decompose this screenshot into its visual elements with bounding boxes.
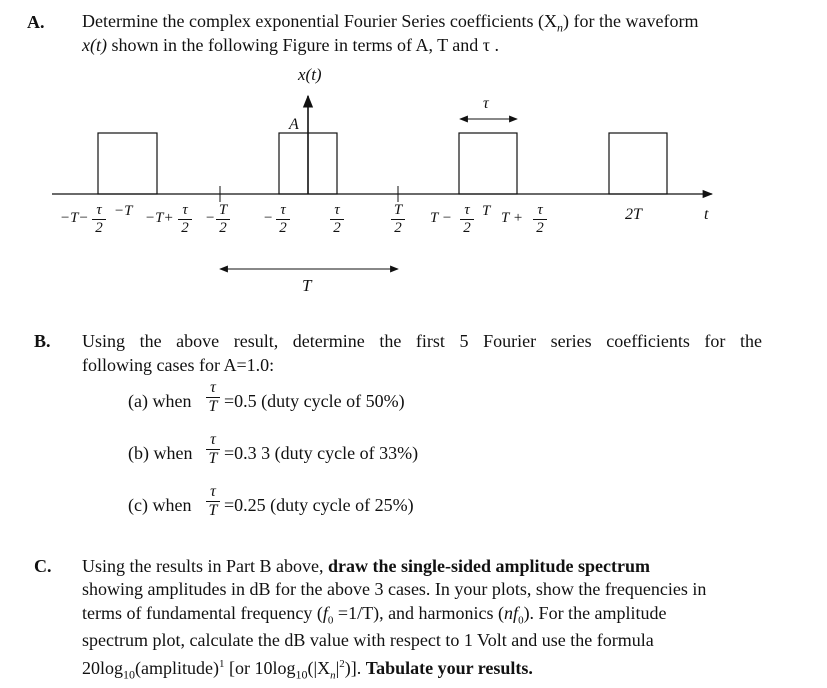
part-c-l5sup: 1 [219, 658, 225, 670]
case-c-value: =0.25 (duty cycle of 25%) [224, 495, 414, 515]
part-c-l5i: 2 [339, 658, 345, 670]
tick-neg-T-plus-prefix: −T+ [145, 210, 174, 226]
part-c-l5d: [or 10log [224, 658, 296, 678]
case-b-fraction [206, 432, 220, 467]
frac-den: 2 [219, 220, 227, 236]
tick-T-plus-prefix: T + [501, 210, 523, 226]
part-a-line1-end: ) for the waveform [563, 11, 699, 31]
part-c-l5b: 10 [123, 667, 136, 682]
part-c-line4: spectrum plot, calculate the dB value with respect to 1 Volt and use the formula [82, 630, 654, 650]
tick-neg-T-minus-prefix: −T− [60, 210, 89, 226]
frac-num: τ [210, 483, 216, 500]
frac-T-over-2-pos [391, 203, 405, 236]
part-c-nf0-sub: 0 [518, 614, 524, 627]
part-c-marker: C. [34, 556, 52, 576]
case-a-label: (a) when [128, 391, 192, 411]
part-c-l5g: n [330, 669, 336, 682]
amplitude-label: A [289, 116, 299, 133]
part-c-line3-pre: terms of fundamental frequency ( [82, 603, 323, 623]
two-T-label: 2T [625, 206, 642, 223]
frac-tau-over-2-c [460, 203, 474, 236]
case-b-label: (b) when [128, 443, 193, 463]
tick-T-minus-prefix: T − [430, 210, 452, 226]
part-a-sub-n: n [557, 20, 564, 35]
case-c-fraction [206, 484, 220, 519]
frac-tau-over-2-a [92, 203, 106, 236]
frac-den: 2 [181, 220, 189, 236]
y-axis-label: x(t) [298, 65, 322, 84]
tau-arrow-label: τ [483, 95, 489, 112]
part-c-l5e: 10 [295, 667, 308, 682]
part-c-l5f: (|X [307, 658, 331, 678]
frac-den: 2 [333, 220, 341, 236]
frac-den: 2 [536, 220, 544, 236]
frac-tau-over-2-pos [330, 203, 344, 236]
part-c-line1-text: Using the results in Part B above, [82, 556, 328, 576]
frac-den: T [208, 398, 218, 415]
part-c-line5 [82, 652, 533, 688]
frac-num: T [393, 202, 403, 218]
part-c-l5a: 20log [82, 658, 124, 678]
frac-num: τ [96, 202, 102, 218]
frac-tau-over-2-b [178, 203, 192, 236]
part-c-line1 [82, 554, 650, 578]
frac-den: T [208, 450, 218, 467]
part-b-line2: following cases for A=1.0: [82, 355, 275, 375]
frac-num: τ [464, 202, 470, 218]
frac-tau-over-2-neg [276, 203, 290, 236]
frac-tau-over-2-d [533, 203, 547, 236]
part-c-tabulate: Tabulate your results. [365, 658, 533, 678]
case-a-fraction [206, 380, 220, 415]
part-c-line3-end: ). For the amplitude [523, 603, 667, 623]
part-c-nf0: nf [504, 603, 519, 623]
part-c-line2: showing amplitudes in dB for the above 3 cases. In your plots, show the frequencies in [82, 579, 707, 599]
part-a-line1-text: Determine the complex exponential Fourier Series coefficients (X [82, 11, 558, 31]
part-c-f0-sub: 0 [327, 614, 334, 627]
frac-T-over-2-neg [216, 203, 230, 236]
tick-neg-half-T-minus: − [206, 210, 215, 226]
pulse-neg-period [98, 133, 157, 194]
pulse-period-2T [609, 133, 667, 194]
frac-num: τ [182, 202, 188, 218]
t-axis-label: t [704, 206, 709, 223]
part-c-line3-mid: ), and harmonics ( [373, 603, 505, 623]
frac-den: 2 [394, 220, 402, 236]
pulse-period-T [459, 133, 517, 194]
part-a-line2-text: shown in the following Figure in terms of A, T and τ . [106, 35, 500, 55]
part-c-l5j: )]. [344, 658, 366, 678]
waveform-figure [0, 0, 827, 330]
part-c-l5c: (amplitude) [135, 658, 219, 678]
tick-neg-T: −T [114, 203, 133, 219]
tick-neg-half-tau-minus: − [264, 210, 273, 226]
part-a-marker: A. [27, 12, 45, 32]
frac-num: τ [210, 431, 216, 448]
part-c-f0-eq: =1/T [333, 603, 374, 623]
frac-den: 2 [95, 220, 103, 236]
part-c-line1-bold: draw the single-sided amplitude spectrum [327, 556, 650, 576]
case-b-value: =0.3 3 (duty cycle of 33%) [224, 443, 419, 463]
frac-den: T [208, 502, 218, 519]
tick-T: T [482, 203, 491, 219]
frac-num: τ [280, 202, 286, 218]
frac-den: 2 [279, 220, 287, 236]
frac-num: τ [334, 202, 340, 218]
part-c-f0: f [322, 603, 328, 623]
period-arrow-label: T [302, 276, 312, 295]
frac-num: τ [537, 202, 543, 218]
part-b-marker: B. [34, 331, 51, 351]
part-c-l5h: | [335, 658, 340, 678]
part-b-line1: Using the above result, determine the first 5 Fourier series coefficients for the [82, 331, 762, 351]
frac-num: T [218, 202, 228, 218]
part-a-xt: x(t) [82, 35, 107, 55]
frac-num: τ [210, 379, 216, 396]
case-a-value: =0.5 (duty cycle of 50%) [224, 391, 405, 411]
frac-den: 2 [463, 220, 471, 236]
case-c-label: (c) when [128, 495, 192, 515]
